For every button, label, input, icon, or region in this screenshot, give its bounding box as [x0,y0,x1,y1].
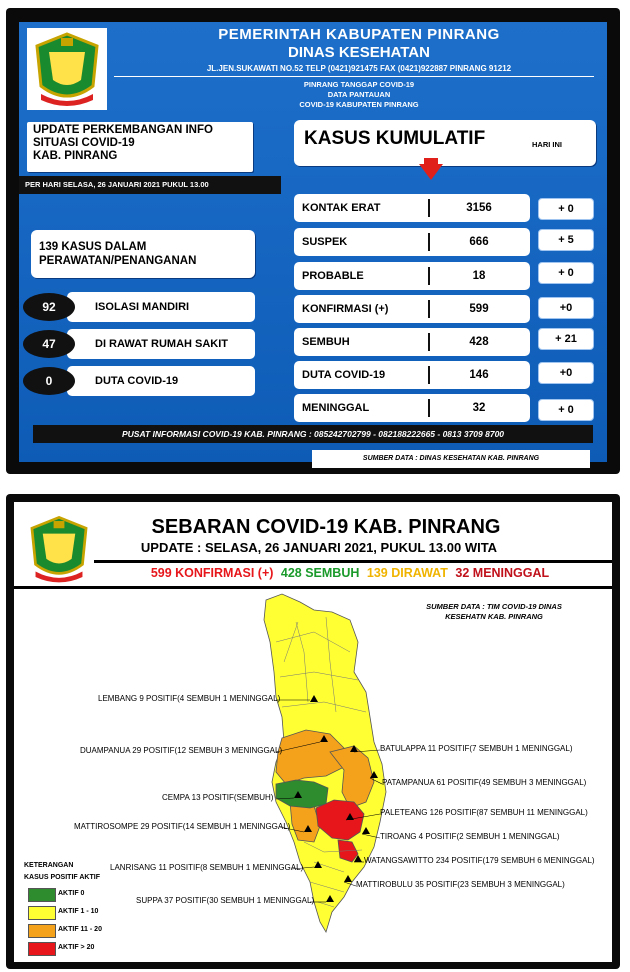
stat-meninggal: 32 MENINGGAL [455,566,550,580]
pusat-informasi-bar: PUSAT INFORMASI COVID-19 KAB. PINRANG : 085242702799 - 082188222665 - 0813 3709 8700 [33,425,593,443]
row-delta: +0 [538,362,594,384]
row-delta: + 5 [538,229,594,251]
legend-label: AKTIF > 20 [58,944,95,951]
kasus-title: KASUS KUMULATIF [304,128,486,149]
row-separator [428,300,430,318]
header [19,22,607,118]
legend-label: AKTIF 11 - 20 [58,926,102,933]
kasus-kumulatif-box [294,120,596,166]
subtitle-line-1: PINRANG TANGGAP COVID-19 [303,80,415,89]
label-lanrisang: LANRISANG 11 POSITIF(8 SEMBUH 1 MENINGGAL) [110,863,304,872]
map-source-line-2: KESEHATN KAB. PINRANG [445,612,543,621]
row-label: SEMBUH [302,336,350,348]
legend-swatch-orange [28,924,56,938]
row-value: 32 [472,402,486,414]
row-delta: + 21 [538,328,594,350]
side-item-count: 47 [23,330,75,358]
header-title-2: DINAS KESEHATAN [288,44,430,61]
row-value: 599 [469,303,489,315]
map-update: UPDATE : SELASA, 26 JANUARI 2021, PUKUL 13.00 WITA [140,540,498,555]
legend-title: KETERANGAN [24,862,74,869]
side-item-label: ISOLASI MANDIRI [95,301,190,313]
side-item-label: DI RAWAT RUMAH SAKIT [95,338,229,350]
info-panel [6,8,620,474]
header-subtitle [139,80,579,110]
side-item-rumah-sakit [67,329,255,359]
header-address: JL.JEN.SUKAWATI NO.52 TELP (0421)921475 FAX (0421)922887 PINRANG 91212 [206,64,512,73]
kabupaten-logo [27,28,107,110]
header-title-1: PEMERINTAH KABUPATEN PINRANG [218,26,500,43]
row-delta: + 0 [538,262,594,284]
stat-row-duta [294,361,530,389]
row-delta: + 0 [538,399,594,421]
label-mattirobulu: MATTIROBULU 35 POSITIF(23 SEMBUH 3 MENINGGAL) [356,880,565,889]
label-suppa: SUPPA 37 POSITIF(30 SEMBUH 1 MENINGGAL) [136,896,315,905]
label-lembang: LEMBANG 9 POSITIF(4 SEMBUH 1 MENINGGAL) [98,694,281,703]
row-label: KONFIRMASI (+) [302,303,389,315]
row-label: SUSPEK [302,236,348,248]
row-delta: +0 [538,297,594,319]
stat-dirawat: 139 DIRAWAT [366,566,448,580]
perawatan-line-1: 139 KASUS DALAM [39,241,147,253]
label-mattirosompe: MATTIROSOMPE 29 POSITIF(14 SEMBUH 1 MENINGGAL) [74,822,291,831]
legend-swatch-green [28,888,56,902]
label-cempa: CEMPA 13 POSITIF(SEMBUH) [162,793,274,802]
side-item-count: 92 [23,293,75,321]
header-divider [114,76,594,77]
row-separator [428,333,430,351]
update-line-3: KAB. PINRANG [33,150,118,162]
row-value: 666 [469,236,489,248]
stat-row-sembuh [294,328,530,356]
update-line-1: UPDATE PERKEMBANGAN INFO [33,124,213,136]
legend-label: AKTIF 0 [58,890,85,897]
map-title: SEBARAN COVID-19 KAB. PINRANG [151,516,501,538]
side-item-label: DUTA COVID-19 [95,375,179,387]
side-item-count: 0 [23,367,75,395]
label-duampanua: DUAMPANUA 29 POSITIF(12 SEMBUH 3 MENINGGAL) [80,746,283,755]
label-tiroang: TIROANG 4 POSITIF(2 SEMBUH 1 MENINGGAL) [380,832,560,841]
district-map [14,502,612,962]
row-label: KONTAK ERAT [302,202,381,214]
subtitle-line-3: COVID-19 KABUPATEN PINRANG [299,100,419,109]
stat-sembuh: 428 SEMBUH [280,566,360,580]
side-item-isolasi [67,292,255,322]
row-value: 18 [472,270,486,282]
row-label: PROBABLE [302,270,364,282]
row-separator [428,366,430,384]
legend-subtitle: KASUS POSITIF AKTIF [24,874,100,881]
legend-swatch-red [28,942,56,956]
row-label: DUTA COVID-19 [302,369,386,381]
label-patampanua: PATAMPANUA 61 POSITIF(49 SEMBUH 3 MENINGGAL) [382,778,587,787]
row-separator [428,199,430,217]
kasus-subtitle: HARI INI [532,140,562,149]
stat-konfirmasi: 599 KONFIRMASI (+) [150,566,274,580]
legend-label: AKTIF 1 - 10 [58,908,99,915]
date-bar: PER HARI SELASA, 26 JANUARI 2021 PUKUL 13.00 [19,176,281,194]
side-item-duta [67,366,255,396]
update-line-2: SITUASI COVID-19 [33,137,135,149]
row-value: 3156 [466,202,492,214]
stat-row-kontak-erat [294,194,530,222]
row-value: 428 [469,336,489,348]
label-batulappa: BATULAPPA 11 POSITIF(7 SEMBUH 1 MENINGGAL) [380,744,573,753]
stat-row-konfirmasi [294,295,530,323]
row-separator [428,267,430,285]
row-separator [428,399,430,417]
map-source-line-1: SUMBER DATA : TIM COVID-19 DINAS [426,602,562,611]
row-delta: + 0 [538,198,594,220]
map-panel [6,494,620,969]
row-value: 146 [469,369,489,381]
label-paleteang: PALETEANG 126 POSITIF(87 SEMBUH 11 MENINGGAL) [380,808,588,817]
row-label: MENINGGAL [302,402,370,414]
row-separator [428,233,430,251]
perawatan-line-2: PERAWATAN/PENANGANAN [39,255,197,267]
label-watangsawitto: WATANGSAWITTO 234 POSITIF(179 SEMBUH 6 MENINGGAL) [364,856,595,865]
perawatan-box [31,230,255,278]
map-panel-body [14,502,612,962]
stat-row-suspek [294,228,530,256]
stat-row-meninggal [294,394,530,422]
update-box [27,122,253,172]
stat-row-probable [294,262,530,290]
subtitle-line-2: DATA PANTAUAN [327,90,391,99]
sumber-data: SUMBER DATA : DINAS KESEHATAN KAB. PINRANG [312,450,590,468]
arrow-down-icon [419,164,443,180]
legend-swatch-yellow [28,906,56,920]
info-panel-body [19,22,607,462]
